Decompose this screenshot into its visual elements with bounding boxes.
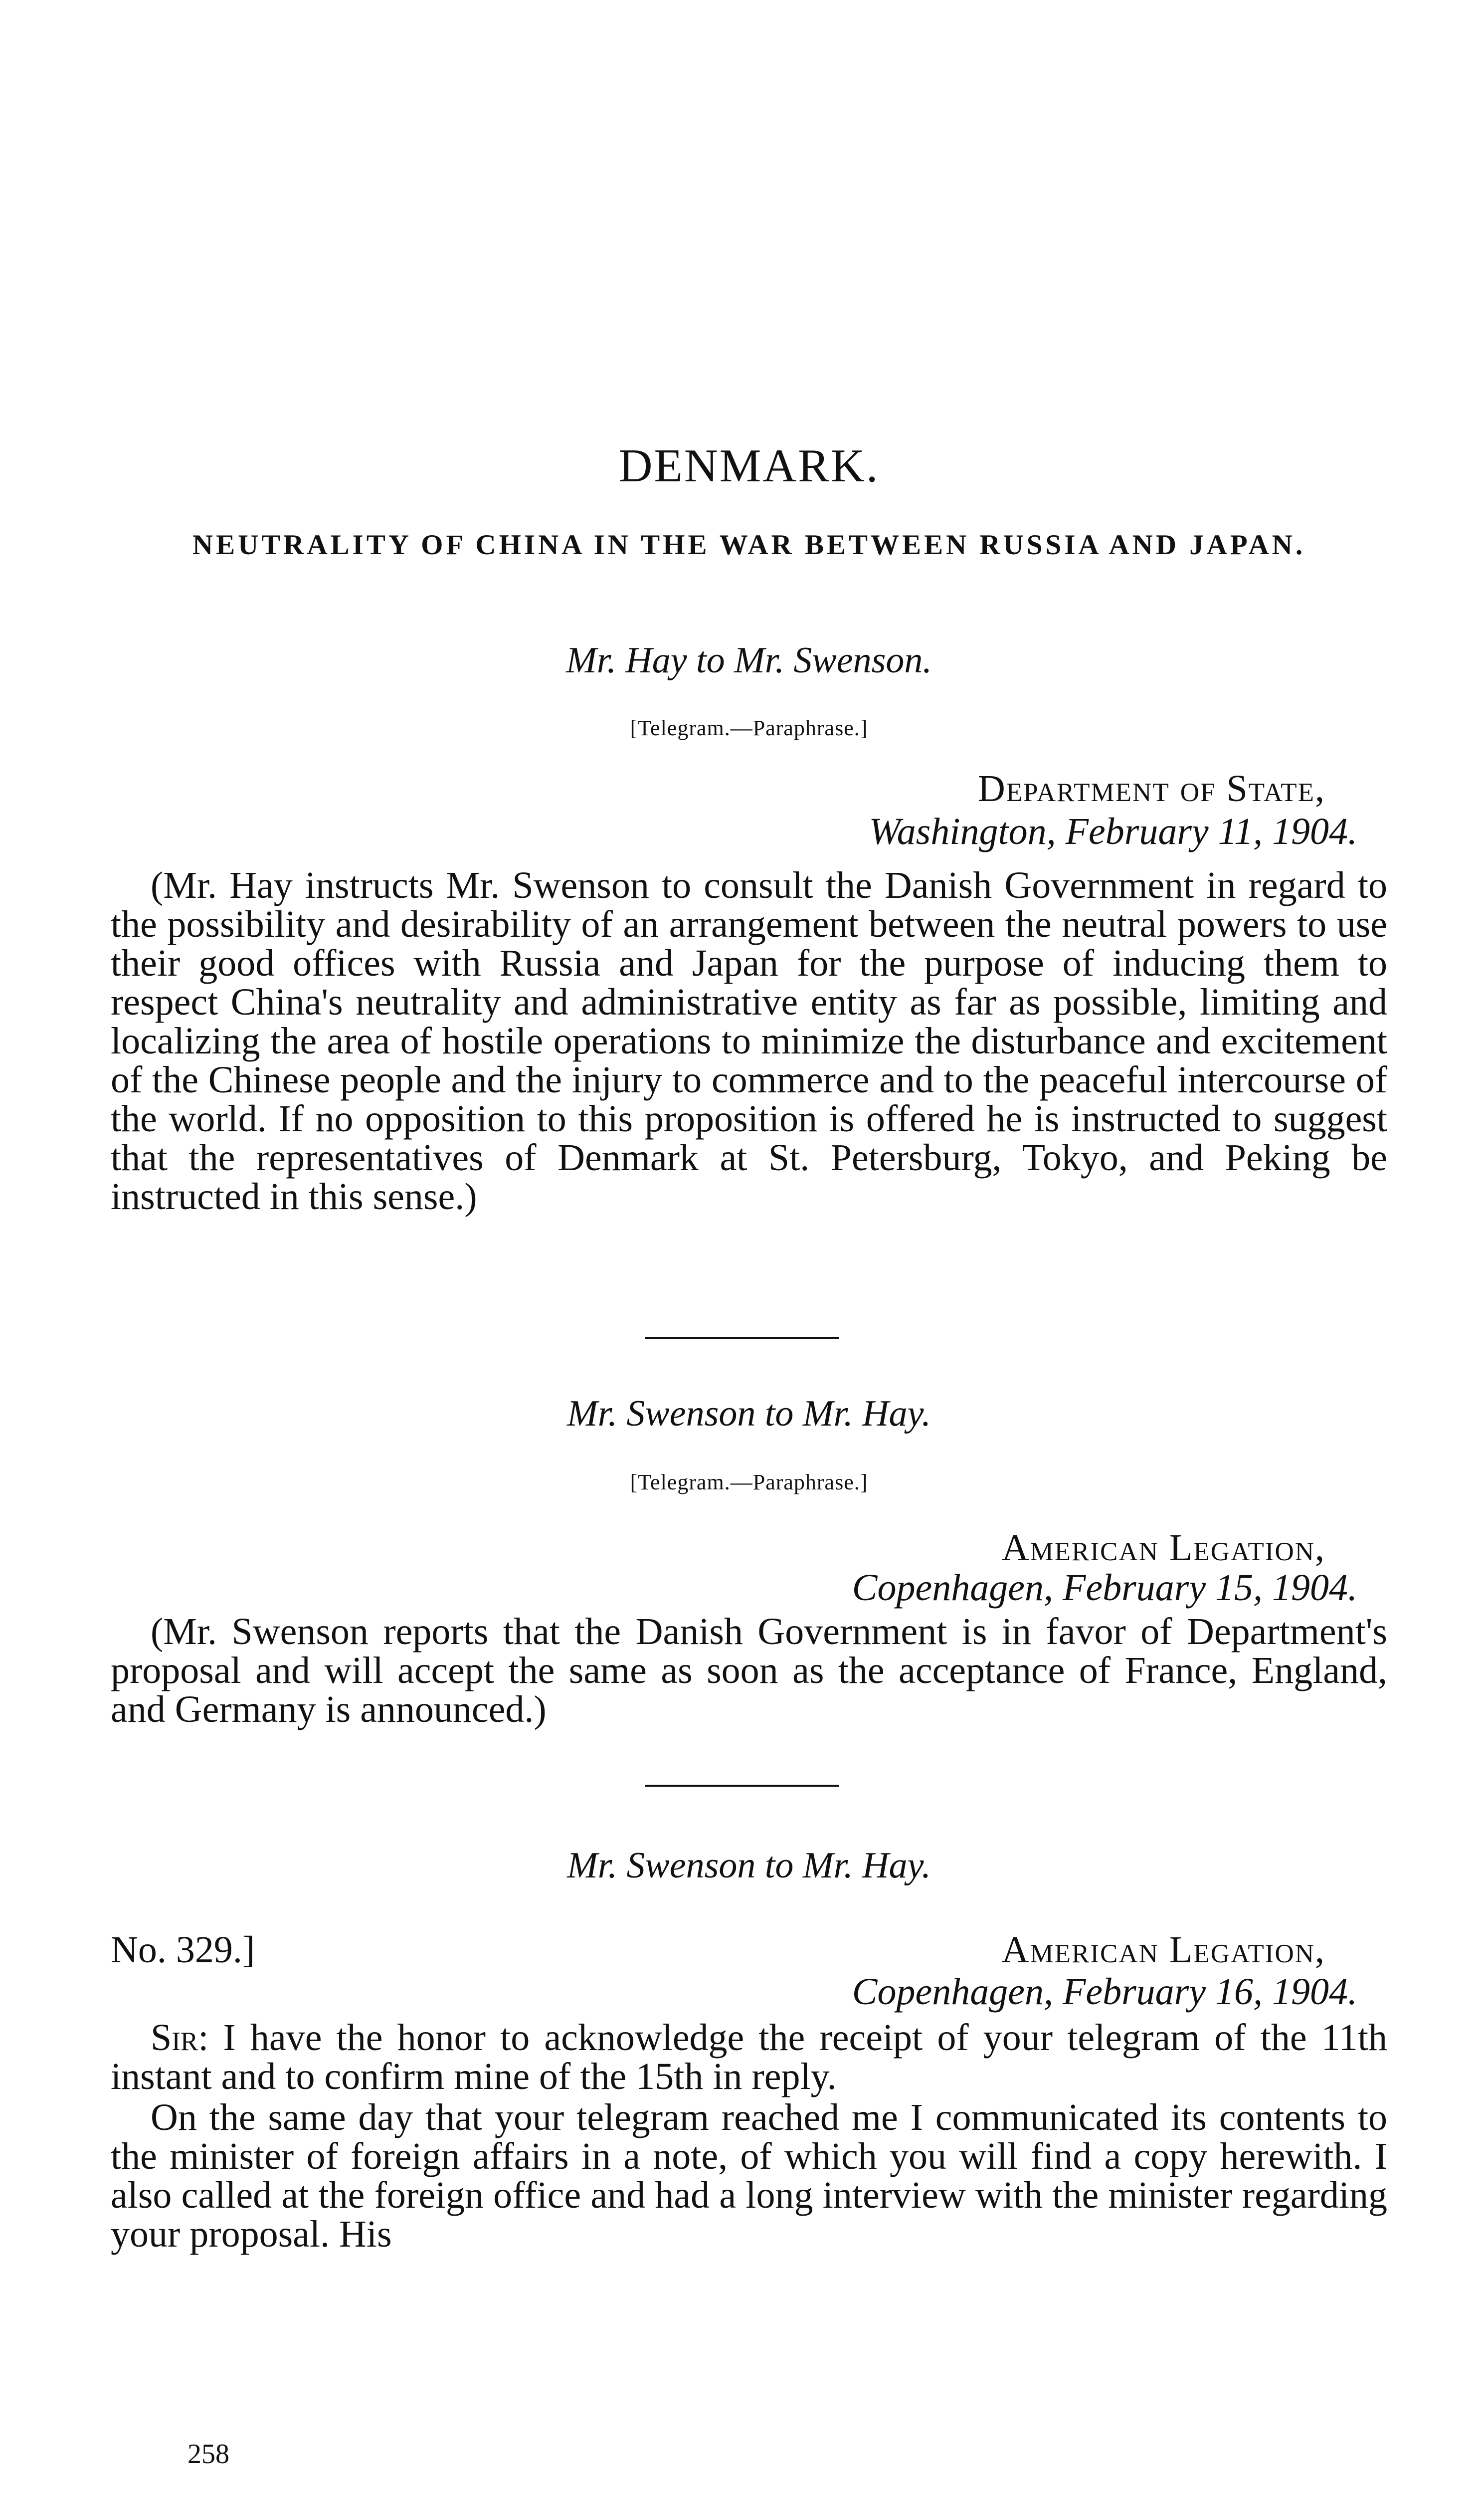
doc1-telegram-note: [Telegram.—Paraphrase.]	[630, 716, 868, 740]
page-title: DENMARK.	[618, 440, 880, 492]
doc2-office: American Legation,	[1001, 1527, 1325, 1569]
separator-rule-2	[645, 1785, 839, 1787]
doc2-body: (Mr. Swenson reports that the Danish Government is in favor of Department's proposal and will accept the same as soon as the acceptance of France, England, and Germany is announced.)	[111, 1611, 1387, 1730]
doc2-telegram-note: [Telegram.—Paraphrase.]	[630, 1470, 868, 1494]
doc2-place-date: Copenhagen, February 15, 1904.	[852, 1567, 1357, 1609]
doc3-salutation: Sir:	[151, 2017, 209, 2059]
page-number: 258	[187, 2439, 229, 2470]
doc3-place-date: Copenhagen, February 16, 1904.	[852, 1971, 1357, 2013]
doc3-number: No. 329.]	[111, 1929, 255, 1971]
doc1-office: Department of State,	[977, 768, 1325, 810]
doc1-body: (Mr. Hay instructs Mr. Swenson to consult the Danish Government in regard to the possibility and desirability of an arrangement between the neutral powers to use their good offices with Russia and Japan for the purpose of inducing them to respect China's neutrality and administrative entity as far as possible, limiting and localizing the area of hostile operations to minimize the disturbance and excitement of the Chinese people and the injury to commerce and to the peaceful intercourse of the world. If no opposition to this proposition is offered he is instructed to suggest that the representatives of Denmark at St. Petersburg, Tokyo, and Peking be instructed in this sense.)	[111, 864, 1387, 1218]
doc3-office: American Legation,	[1001, 1929, 1325, 1971]
doc3-paragraph-1	[111, 2018, 1387, 2096]
doc3-paragraph-2: On the same day that your telegram reached me I communicated its contents to the minister of foreign affairs in a note, of which you will find a copy herewith. I also called at the foreign office and had a long interview with the minister regarding your proposal. His	[111, 2096, 1387, 2255]
doc1-place-date: Washington, February 11, 1904.	[869, 811, 1357, 852]
doc2-correspondents: Mr. Swenson to Mr. Hay.	[567, 1393, 931, 1434]
separator-rule-1	[645, 1337, 839, 1339]
doc3-paragraph-1-text: I have the honor to acknowledge the receipt of your telegram of the 11th instant and to confirm mine of the 15th in reply.	[111, 2017, 1387, 2097]
doc1-correspondents: Mr. Hay to Mr. Swenson.	[566, 640, 932, 681]
section-heading: NEUTRALITY OF CHINA IN THE WAR BETWEEN RUSSIA AND JAPAN.	[192, 529, 1306, 561]
doc3-correspondents: Mr. Swenson to Mr. Hay.	[567, 1845, 931, 1886]
